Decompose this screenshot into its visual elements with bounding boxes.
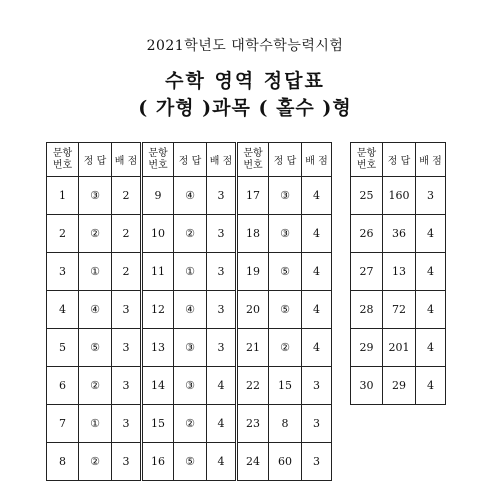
column-header-points: 배 점 xyxy=(207,143,237,177)
column-header-number-line1: 문항 xyxy=(148,147,168,159)
question-number: 14 xyxy=(142,367,174,405)
column-header-number-line2: 번호 xyxy=(243,159,263,171)
points-value: 3 xyxy=(207,177,237,215)
answer-value: ③ xyxy=(174,329,207,367)
question-number: 20 xyxy=(237,291,269,329)
question-number: 26 xyxy=(351,215,383,253)
answer-value: ① xyxy=(79,253,112,291)
question-number: 8 xyxy=(47,443,79,481)
points-value: 4 xyxy=(207,443,237,481)
question-number: 13 xyxy=(142,329,174,367)
answer-value: ④ xyxy=(79,291,112,329)
points-value: 3 xyxy=(112,443,142,481)
table-row xyxy=(47,253,332,291)
answer-value: ② xyxy=(174,215,207,253)
question-number: 27 xyxy=(351,253,383,291)
table-row xyxy=(47,177,332,215)
column-header-number-line2: 번호 xyxy=(52,159,73,171)
points-value: 4 xyxy=(416,291,446,329)
question-number: 29 xyxy=(351,329,383,367)
question-number: 7 xyxy=(47,405,79,443)
answer-value: 29 xyxy=(383,367,416,405)
table-row xyxy=(351,177,446,215)
answer-table-right xyxy=(350,142,446,405)
points-value: 2 xyxy=(112,253,142,291)
table-row xyxy=(351,291,446,329)
answer-value: ② xyxy=(174,405,207,443)
answer-value: ⑤ xyxy=(174,443,207,481)
points-value: 4 xyxy=(416,215,446,253)
question-number: 18 xyxy=(237,215,269,253)
column-header-answer: 정 답 xyxy=(79,143,112,177)
question-number: 5 xyxy=(47,329,79,367)
points-value: 3 xyxy=(416,177,446,215)
points-value: 4 xyxy=(302,215,332,253)
subject-title: 수학 영역 정답표 xyxy=(165,70,325,92)
answer-value: ② xyxy=(79,215,112,253)
table-row xyxy=(351,329,446,367)
column-header-number-line2: 번호 xyxy=(148,159,168,171)
answer-value: 8 xyxy=(269,405,302,443)
table-row xyxy=(351,215,446,253)
answer-value: ① xyxy=(174,253,207,291)
points-value: 3 xyxy=(207,329,237,367)
question-number: 17 xyxy=(237,177,269,215)
table-row xyxy=(47,405,332,443)
column-header-answer: 정 답 xyxy=(383,143,416,177)
points-value: 4 xyxy=(302,329,332,367)
column-header-number-line1: 문항 xyxy=(243,147,263,159)
points-value: 2 xyxy=(112,177,142,215)
table-row xyxy=(47,367,332,405)
points-value: 3 xyxy=(207,253,237,291)
column-header-number-line1: 문항 xyxy=(52,147,73,159)
question-number: 24 xyxy=(237,443,269,481)
answer-value: ④ xyxy=(174,177,207,215)
table-row xyxy=(47,215,332,253)
answer-value: ② xyxy=(79,443,112,481)
table-row xyxy=(351,367,446,405)
points-value: 4 xyxy=(302,253,332,291)
answer-value: 201 xyxy=(383,329,416,367)
points-value: 3 xyxy=(302,367,332,405)
table-row xyxy=(47,291,332,329)
column-header-number xyxy=(47,143,79,177)
question-number: 22 xyxy=(237,367,269,405)
answer-value: ④ xyxy=(174,291,207,329)
question-number: 2 xyxy=(47,215,79,253)
answer-value: ⑤ xyxy=(269,291,302,329)
header-row xyxy=(47,143,332,177)
answer-value: ③ xyxy=(269,177,302,215)
column-header-answer: 정 답 xyxy=(269,143,302,177)
type-line: ( 가형 )과목 ( 홀수 )형 xyxy=(138,97,352,119)
question-number: 12 xyxy=(142,291,174,329)
column-header-points: 배 점 xyxy=(416,143,446,177)
question-number: 3 xyxy=(47,253,79,291)
column-header-number xyxy=(142,143,174,177)
column-header-number-line1: 문항 xyxy=(356,147,377,159)
exam-title: 2021학년도 대학수학능력시험 xyxy=(146,38,344,54)
column-header-answer: 정 답 xyxy=(174,143,207,177)
column-header-number xyxy=(351,143,383,177)
points-value: 3 xyxy=(302,443,332,481)
points-value: 4 xyxy=(302,291,332,329)
question-number: 1 xyxy=(47,177,79,215)
answer-value: ③ xyxy=(174,367,207,405)
points-value: 4 xyxy=(302,177,332,215)
question-number: 11 xyxy=(142,253,174,291)
question-number: 6 xyxy=(47,367,79,405)
answer-value: 13 xyxy=(383,253,416,291)
answer-value: ⑤ xyxy=(79,329,112,367)
points-value: 3 xyxy=(112,405,142,443)
answer-table-left xyxy=(46,142,332,481)
points-value: 3 xyxy=(207,291,237,329)
table-row xyxy=(351,253,446,291)
points-value: 2 xyxy=(112,215,142,253)
answer-value: 60 xyxy=(269,443,302,481)
question-number: 30 xyxy=(351,367,383,405)
column-header-points: 배 점 xyxy=(302,143,332,177)
column-header-number xyxy=(237,143,269,177)
answer-value: 160 xyxy=(383,177,416,215)
points-value: 3 xyxy=(302,405,332,443)
question-number: 21 xyxy=(237,329,269,367)
points-value: 4 xyxy=(207,405,237,443)
points-value: 3 xyxy=(112,291,142,329)
points-value: 4 xyxy=(416,367,446,405)
answer-value: ② xyxy=(269,329,302,367)
points-value: 3 xyxy=(112,329,142,367)
answer-value: 72 xyxy=(383,291,416,329)
question-number: 15 xyxy=(142,405,174,443)
column-header-number-line2: 번호 xyxy=(356,159,377,171)
answer-value: ③ xyxy=(269,215,302,253)
answer-value: 36 xyxy=(383,215,416,253)
question-number: 10 xyxy=(142,215,174,253)
question-number: 9 xyxy=(142,177,174,215)
answer-value: ① xyxy=(79,405,112,443)
question-number: 19 xyxy=(237,253,269,291)
answer-value: 15 xyxy=(269,367,302,405)
question-number: 23 xyxy=(237,405,269,443)
question-number: 28 xyxy=(351,291,383,329)
points-value: 3 xyxy=(112,367,142,405)
column-header-points: 배 점 xyxy=(112,143,142,177)
question-number: 16 xyxy=(142,443,174,481)
answer-value: ③ xyxy=(79,177,112,215)
header-row xyxy=(351,143,446,177)
points-value: 4 xyxy=(207,367,237,405)
question-number: 25 xyxy=(351,177,383,215)
question-number: 4 xyxy=(47,291,79,329)
table-row xyxy=(47,443,332,481)
points-value: 4 xyxy=(416,329,446,367)
table-row xyxy=(47,329,332,367)
answer-value: ⑤ xyxy=(269,253,302,291)
points-value: 4 xyxy=(416,253,446,291)
answer-value: ② xyxy=(79,367,112,405)
points-value: 3 xyxy=(207,215,237,253)
